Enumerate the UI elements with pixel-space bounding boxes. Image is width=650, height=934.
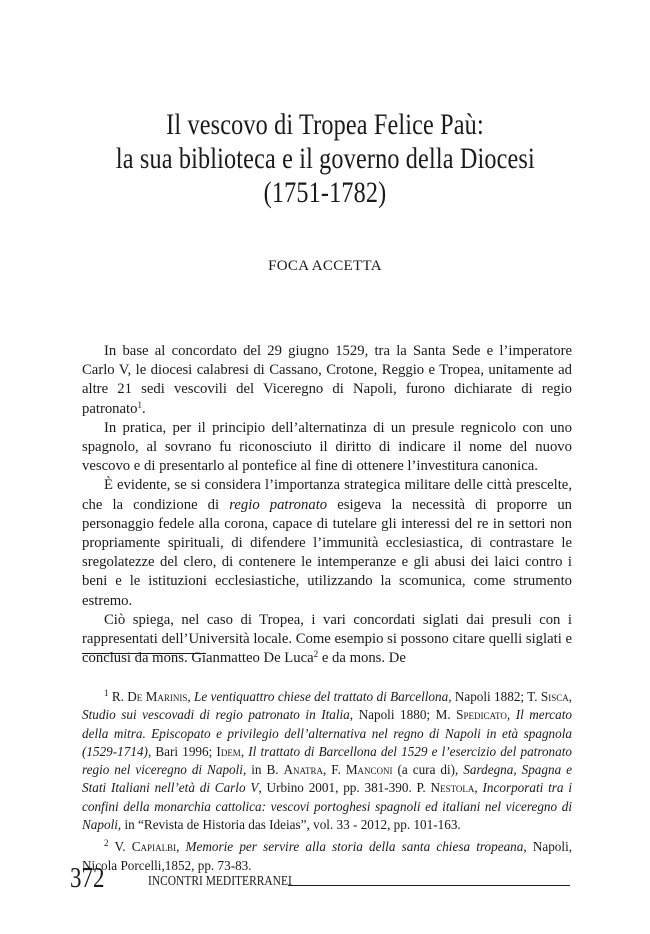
paragraph-4-text-b: e da mons. De bbox=[318, 650, 406, 667]
footnote-ref-2[interactable]: 2 bbox=[313, 649, 319, 660]
article-title bbox=[116, 108, 534, 210]
journal-title: INCONTRI MEDITERRANEI bbox=[148, 874, 292, 889]
footnote-text: , Napoli, Nicola Porcelli,1852, pp. 73-83. bbox=[82, 839, 573, 873]
paragraph-2: In pratica, per il principio dell’alternatinza di un presule regnicolo con uno spagnolo, al sovrano fu riconosciuto il diritto di indicare il nome del nuovo vescovo e di presentarlo al pontefice al fine di ottenere l’investitura canonica. bbox=[82, 419, 572, 475]
footnote-text: , Napoli 1882; T. bbox=[448, 689, 541, 704]
footnote-separator bbox=[82, 653, 206, 654]
footnote-ref-1[interactable]: 1 bbox=[137, 399, 142, 410]
title-line-2: la sua biblioteca e il governo della Diocesi bbox=[115, 143, 535, 175]
work-title: Incorporati tra i confini della monarchia cattolica: vescovi portoghesi spagnoli ed italiani nel viceregno di Napoli bbox=[82, 780, 572, 833]
footnote-text: V. bbox=[114, 839, 132, 855]
paragraph-1-text: In base al concordato del 29 giugno 1529, tra la Santa Sede e l’imperatore Carlo V, le diocesi calabresi di Cassano, Crotone, Reggio e Tropea, unitamente ad altre 21 sedi vescovili del Viceregno di Napoli, furono dichiarate di regio patronato bbox=[82, 343, 572, 417]
author-name-smallcaps: Nestola bbox=[430, 780, 475, 796]
author-name-smallcaps: Capialbi bbox=[131, 839, 177, 855]
author-name-smallcaps: Idem bbox=[216, 743, 241, 759]
work-title: Il mercato della mitra. Episcopato e privilegio dell’alternativa nel regno di Napoli in età spagnola (1529-1714) bbox=[82, 707, 572, 759]
footnote-1: $^1$ R. De Marinis, Le ventiquattro chiese del trattato di Barcellona, Napoli 1882; T. Sisca, Studio sui vescovadi di regio patronato in Italia, Napoli 1880; M. Spedicato, Il mercato della mitra. Episcopato e privilegio dell’alternativa nel regno di Napoli in età spagnola (1529-1714), Bari 1996; Idem, Il trattato di Barcellona del 1529 e l’esercizio del patronato regio nel viceregno di Napoli, in B. Anatra, F. Manconi (a cura di), Sardegna, Spagna e Stati Italiani nell’età di Carlo V, Urbino 2001, pp. 381-390. P. Nestola, Incorporati tra i confini della monarchia cattolica: vescovi portoghesi spagnoli ed italiani nel viceregno di Napoli, in “Revista de Historia das Ideias”, vol. 33 - 2012, pp. 101-163. bbox=[82, 688, 573, 833]
footnote-text: , Urbino 2001, pp. 381-390. P. bbox=[258, 780, 431, 796]
footnote-text: , Napoli 1880; M. bbox=[349, 707, 457, 723]
title-line-1: Il vescovo di Tropea Felice Paù: bbox=[166, 109, 484, 141]
footnote-text: , in “Revista de Historia das Ideias”, vol. 33 - 2012, pp. 101-163. bbox=[117, 817, 461, 833]
footnotes bbox=[82, 688, 572, 879]
work-title: Studio sui vescovadi di regio patronato in Italia bbox=[82, 707, 350, 723]
paragraph-3 bbox=[82, 476, 572, 610]
footer-rule bbox=[288, 885, 570, 886]
author-name-smallcaps: Spedicato bbox=[456, 707, 507, 723]
footnote-2-number: 2 bbox=[104, 838, 109, 849]
author-name-smallcaps: De Marinis bbox=[127, 689, 188, 704]
footnote-1-number: 1 bbox=[104, 688, 109, 698]
paragraph-1-end: . bbox=[141, 400, 146, 417]
author-name: FOCA ACCETTA bbox=[268, 258, 382, 274]
body-text bbox=[82, 342, 572, 668]
author-name-smallcaps: Sisca bbox=[540, 689, 569, 704]
title-line-3: (1751-1782) bbox=[263, 177, 387, 209]
paragraph-3-text-a: È evidente, se si considera l’importanza strategica militare delle città prescelte, che la condizione di bbox=[82, 477, 572, 513]
footnote-text: , F. bbox=[323, 762, 346, 778]
work-title: Le ventiquattro chiese del trattato di Barcellona bbox=[194, 689, 449, 704]
footnote-2: $^2$ V. Capialbi, Memorie per servire alla storia della santa chiesa tropeana, Napoli, Nicola Porcelli,1852, pp. 73-83. bbox=[82, 838, 573, 873]
author-name-smallcaps: Manconi bbox=[345, 762, 393, 778]
footnote-text: (a cura di), bbox=[392, 762, 464, 778]
paragraph-3-emphasis: regio patronato bbox=[229, 496, 328, 513]
footnote-text: , Bari 1996; bbox=[147, 743, 217, 759]
footnote-text: , in B. bbox=[242, 762, 284, 778]
paragraph-4 bbox=[82, 611, 572, 669]
paragraph-1 bbox=[82, 342, 572, 419]
footnote-text: R. bbox=[111, 689, 128, 704]
paragraph-4-text-a: Ciò spiega, nel caso di Tropea, i vari concordati siglati dai presuli con i rappresentati dell’Università locale. Come esempio si possono citare quelli siglati e conclusi da mons. Gianmatteo De Luca bbox=[82, 611, 572, 667]
author-name-smallcaps: Anatra bbox=[283, 762, 324, 778]
work-title: Il trattato di Barcellona del 1529 e l’esercizio del patronato regio nel viceregno di Napoli bbox=[82, 743, 573, 778]
work-title: Memorie per servire alla storia della santa chiesa tropeana bbox=[185, 839, 524, 855]
work-title: Sardegna, Spagna e Stati Italiani nell’età di Carlo V bbox=[82, 762, 572, 796]
paragraph-3-text-b: esigeva la necessità di proporre un personaggio fedele alla corona, capace di tutelare gli interessi del re in settori non propriamente spirituali, di difendere l’immunità ecclesiastica, di contrastare le sregolatezze del clero, di contenere le intemperanze e gli abusi dei laici contro i beni e le istituzioni ecclesiastiche, utilizzando la scomunica, come strumento estremo. bbox=[82, 496, 573, 609]
page-footer bbox=[70, 862, 570, 902]
page-number: 372 bbox=[70, 863, 105, 894]
